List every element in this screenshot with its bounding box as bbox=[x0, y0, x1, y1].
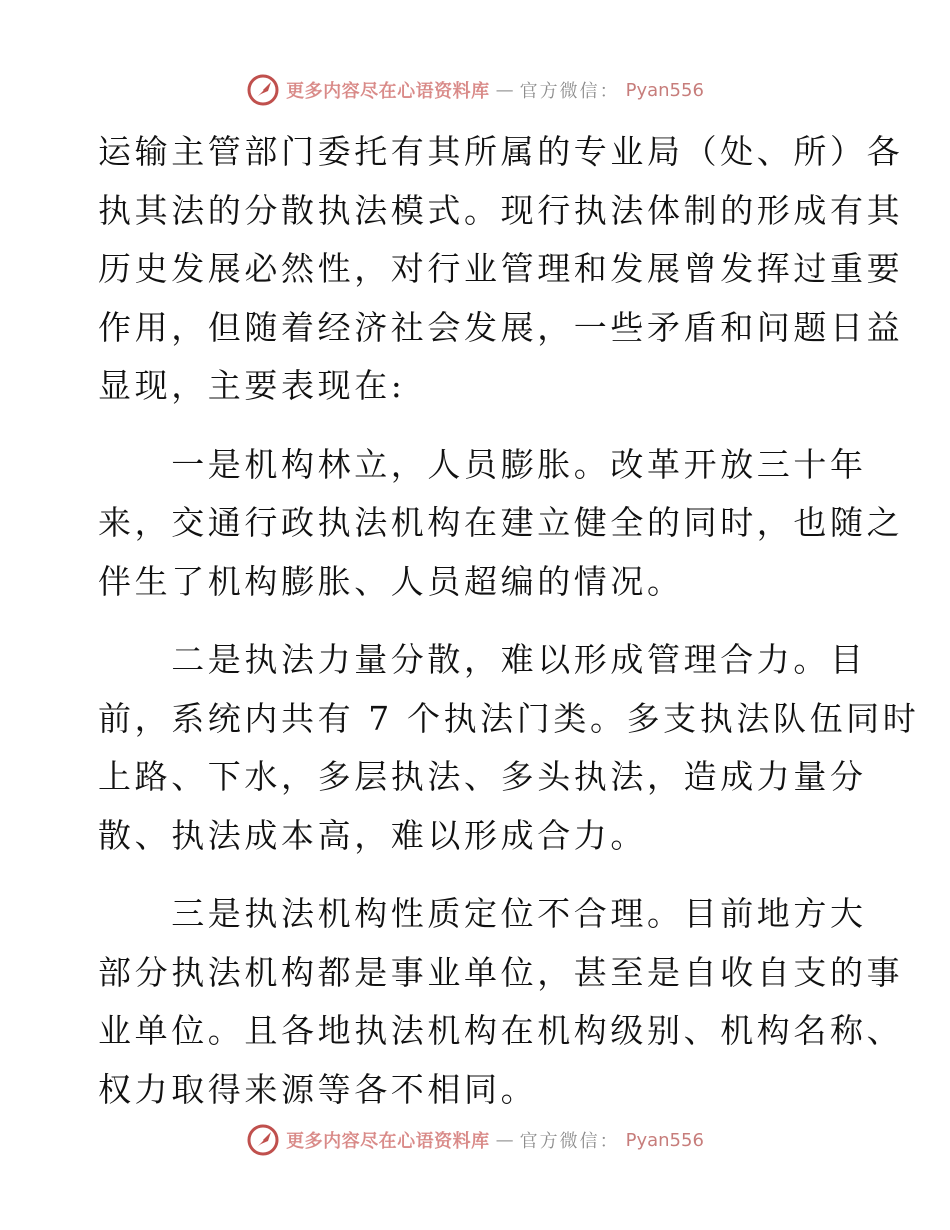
text-line: 上路、下水，多层执法、多头执法，造成力量分 bbox=[98, 757, 867, 796]
text-line: 权力取得来源等各不相同。 bbox=[98, 1069, 538, 1109]
watermark-text: 更多内容尽在心语资料库 bbox=[286, 1131, 490, 1152]
watermark-wechat-label: 官方微信： bbox=[519, 1131, 620, 1152]
watermark-wechat-label: 官方微信： bbox=[519, 81, 620, 102]
header-watermark bbox=[0, 70, 950, 110]
feather-pen-logo-icon bbox=[246, 1123, 280, 1157]
text-line: 业单位。且各地执法机构在机构级别、机构名称、 bbox=[98, 1011, 904, 1050]
text-line: 部分执法机构都是事业单位，甚至是自收自支的事 bbox=[98, 952, 904, 992]
feather-pen-logo-icon bbox=[246, 73, 280, 107]
paragraph-intro bbox=[98, 123, 904, 416]
text-line: 显现，主要表现在: bbox=[98, 366, 406, 405]
text-line: 作用，但随着经济社会发展，一些矛盾和问题日益 bbox=[98, 307, 904, 347]
paragraph-point-one bbox=[98, 436, 904, 612]
footer-watermark bbox=[0, 1120, 950, 1160]
watermark-text: 更多内容尽在心语资料库 bbox=[286, 81, 490, 102]
document-body bbox=[98, 123, 920, 1119]
paragraph-point-two bbox=[98, 631, 920, 865]
paragraph-spacer bbox=[98, 416, 850, 436]
paragraph-spacer bbox=[98, 611, 850, 631]
watermark-wechat-id: Pyan556 bbox=[625, 79, 704, 101]
watermark-dash: — bbox=[495, 1129, 514, 1151]
text-line: 执其法的分散执法模式。现行执法体制的形成有其 bbox=[98, 190, 904, 230]
text-line: 一是机构林立，人员膨胀。改革开放三十年 bbox=[98, 444, 867, 484]
text-line: 散、执法成本高，难以形成合力。 bbox=[98, 815, 647, 855]
paragraph-spacer bbox=[98, 865, 850, 885]
text-line: 二是执法力量分散，难以形成管理合力。目 bbox=[98, 640, 867, 679]
paragraph-point-three bbox=[98, 885, 904, 1119]
watermark-wechat-id: Pyan556 bbox=[625, 1129, 704, 1151]
watermark-dash: — bbox=[495, 79, 514, 101]
text-line: 运输主管部门委托有其所属的专业局（处、所）各 bbox=[98, 132, 904, 171]
text-line: 来，交通行政执法机构在建立健全的同时，也随之 bbox=[98, 503, 904, 542]
text-line: 伴生了机构膨胀、人员超编的情况。 bbox=[98, 561, 684, 601]
text-line: 前，系统内共有 7 个执法门类。多支执法队伍同时 bbox=[98, 698, 920, 738]
text-line: 历史发展必然性，对行业管理和发展曾发挥过重要 bbox=[98, 249, 904, 288]
text-line: 三是执法机构性质定位不合理。目前地方大 bbox=[98, 894, 867, 933]
